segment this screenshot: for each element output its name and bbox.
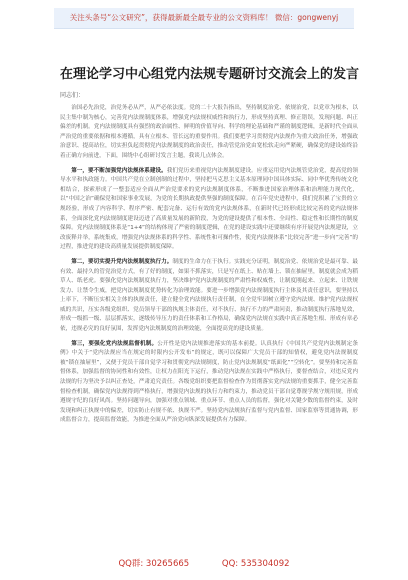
paragraph-text: 制度的生命力在于执行。实践充分证明，制度治党、依规治党是最可靠、最有效、最持久的管党治党方式，有了好的制度，如果不抓落实，只是写在纸上、贴在墙上、锁在抽屉里，制度就会成为稻草人、纸老虎。要强化党内法规制度执行力，坚决维护党内法规制度的严肃性和权威性，让制度刚起来、立起来、让铁规发力、让禁令生威，把党内法规制度优势转化为治理效能。要进一步增强党内法规制度执行主体及其责任意识，要坚持以上率下，不断压实相关主体的执规责任，建立健全党内法规执行责任制，在全党牢固树立遵守党内法规、维护党内法规权威的共识，压实各级党组织、党员领导干部的执规主体责任，对不执行、执行不力的严肃问责，推动制度执行落地见效，形成一级抓一级、层层抓落实，逐级传导压力的责任体系和工作格局，确保党内法规在实践中真正落地生根、形成有章必依，违规必究的良好氛围，发挥党内法规制度的治理效能，全面提高党的建设质量。 [60, 258, 358, 333]
contact-footer [0, 556, 408, 572]
qq-label: QQ: 535304092 [221, 559, 290, 569]
paragraph-text: 治国必先治党，治党务必从严，从严必依法度。党的二十大报告指出，坚持制度治党、依规治党，以党章为根本，以民主集中制为核心，完善党内法规制度体系，增强党内法规权威性和执行力，形成坚持真理、修正错误，发现问题、纠正偏差的机制。党内法规制度具有强烈的政治属性、鲜明的价值导向、科学的理论基础和严谨的制度逻辑，是新时代全面从严治党的重要依据和根本遵循，具有立根本、管长远的重要作用。我们要把学习贯彻党内法规作为重大政治任务，增强政治意识、提高站位，切实担负起贯彻党内法规制度的政治责任，推动管党治党由宽松软走向严紧硬，确保党的建设始终沿着正确方向前进，下面，围绕中心组研讨发言主题，我谈几点体会。 [60, 105, 358, 159]
document-title: 在理论学习中心组党内法规专题研讨交流会上的发言 [60, 67, 360, 82]
salutation: 同志们： [60, 92, 85, 99]
paragraph-point-2 [60, 258, 358, 335]
paragraph-intro [60, 104, 358, 162]
paragraph-heading: 第三，要强化党内法规监督机制。 [71, 340, 158, 347]
paragraph-text: 我们党历来重视党内法规制度建设。应重运用党内法规管党治党，提高党的领导水平和执政能力。中国共产党在立制创制的过程中，坚持把马克思主义基本原理同中国具体实际、同中华优秀传统文化相结合，探索形成了一整套适应全面从严治党要求的党内法规制度体系，不断推进国家治理体系和治理能力现代化，以“中国之治”确保党和国家事业发展，为党的长期执政提供坚强的制度保障。在百年党史进程中，我们党积累了宝贵的立规经验，形成了内容科学、程序严密、配套完备、运行有效的党内法规体系，在新时代已经形成比较完善的党内法规体系，全面深化党内法规制度建设迈进了高质量发展的新阶段，为党的建设提供了根本性、全局性、稳定性和长期性的制度保障。党内法规制度体系是“1+4”的结构体现了严密的制度逻辑，在党的建设实践中还要继续有序开展党内法规建设，立改废释并举，系统集成，增强党内法规体系的科学性、系统性和可操作性，使党内法规体系“比较完善”进一步向“完善”的过程，推进党的建设高质量发展提供制度保障。 [60, 167, 358, 251]
qq-group-label: QQ群: 30265665 [118, 559, 190, 569]
document-body [60, 104, 358, 508]
paragraph-point-1 [60, 167, 358, 253]
promo-banner-text: 关注头条号“公文研究”，获得最新最全最专业的公文资料库！ 微信：gongwenyj [69, 13, 339, 22]
paragraph-heading: 第二，要切实提升党内法规制度执行力。 [71, 258, 173, 265]
promo-banner [54, 8, 354, 29]
paragraph-heading: 第一，要不断加强党内法规体系建设。 [71, 167, 167, 174]
paragraph-point-3 [60, 340, 358, 426]
paragraph-text: 公开性是党内法规推进落实的基本前提。认真执行《中国共产党党内法规制定条例》中关于“党内法规应当在规定的时限内公开发布”的规定，既可以保障广大党员干部的知情权，避免党内法规制度被“锁在抽屉里”，又便于党员干部自觉学习和贯彻党内法规制度，防止党内法规制度“纸面化”“空转化”。要坚持和完善监督体系，加强监督的协同性和有效性，让权力在阳光下运行，推动党内法规在实践中严格执行，要督查结合，对违反党内法规的行为坚决予以纠正查处，严肃追究责任。各级党组织要把监督检查作为贯彻落实党内法规的重要抓手，健全完善监督检查机制，确保党内法规得到严格执行，增强党内法规的执行力和约束力，推动党员干部自觉尊规学规守规用规，形成遵规守纪的良好风尚。坚持问题导向，加强对重点领域、重点环节、重点人员的监督，强化对关键少数的监督约束，及时发现和纠正执规中的偏差，切实防止有规不依、执规不严。坚持党内法规执行监督与党内监督、国家监察等贯通协调，形成监督合力，提高监督效能，为推进全面从严治党向纵深发展提供有力保障。 [60, 340, 358, 424]
